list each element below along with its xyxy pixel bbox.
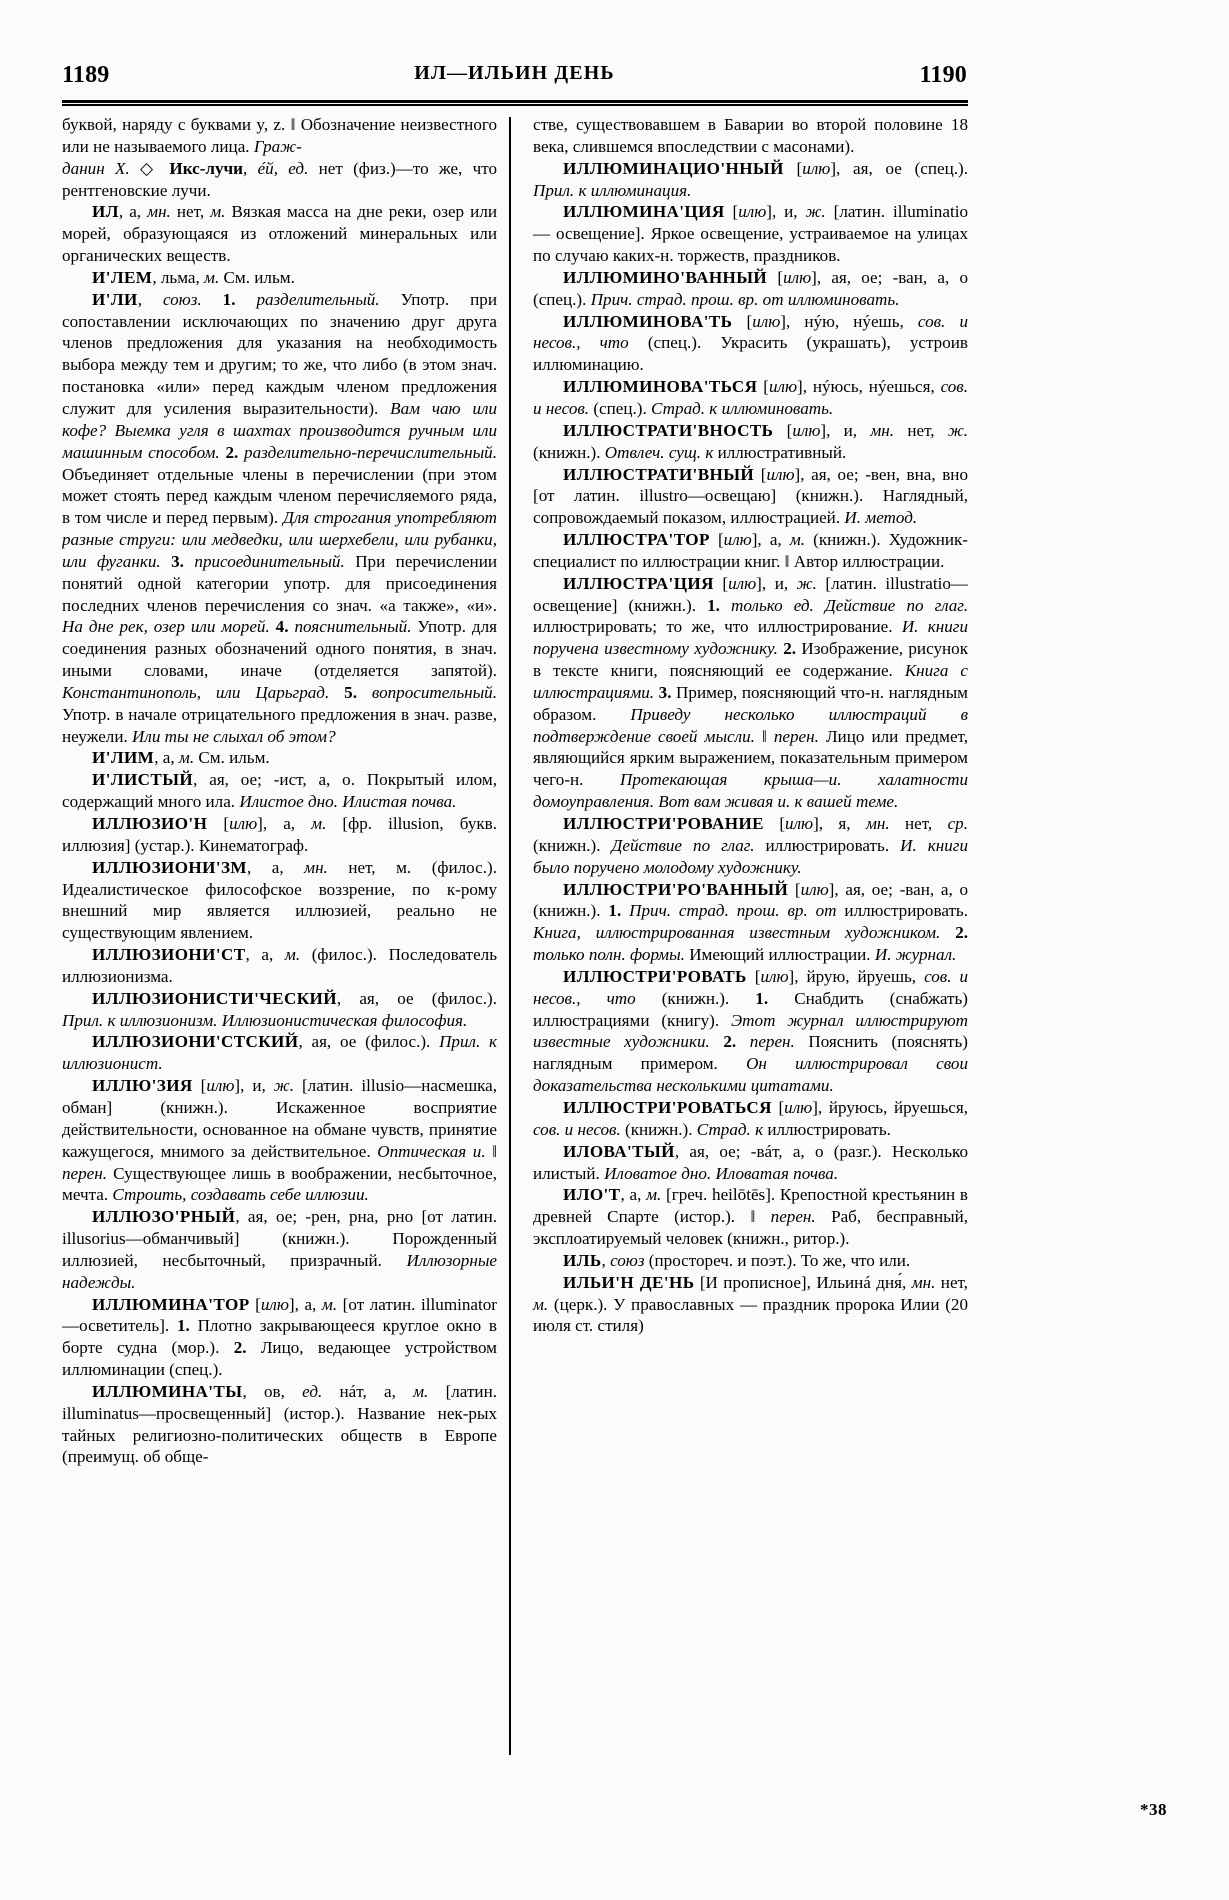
entry-definition: , ая, ое (филос.). Прил. к иллюзионизм. Иллюзионистическая философия. — [62, 988, 497, 1030]
dictionary-entry — [62, 988, 497, 1032]
entry-headword: ИЛЛЮСТРИ'РО'ВАННЫЙ — [563, 879, 789, 899]
column-left — [62, 114, 509, 1764]
entry-definition: , союз (простореч. и поэт.). То же, что или. — [601, 1250, 911, 1270]
entry-definition: [И прописное], Ильинá дня́, мн. нет, м. (церк.). У православных — праздник пророка Илии (20 июля ст. стиля) — [533, 1272, 968, 1336]
entry-definition: [илю], йрую, йруешь, сов. и несов., что (книжн.). 1. Снабдить (снабжать) иллюстрациями (книгу). Этот журнал иллюстрируют известные художники. 2. перен. Пояснить (пояснять) наглядным примером. Он иллюстрировал свои доказательства несколькими цитатами. — [533, 966, 968, 1096]
entry-definition: [илю], ая, ое; -вен, вна, вно [от латин. illustro—освещаю] (книжн.). Наглядный, сопровождаемый показом, иллюстрацией. И. метод. — [533, 464, 968, 528]
dictionary-entry — [533, 267, 968, 311]
entry-headword: И'ЛИ — [92, 289, 138, 309]
column-right — [511, 114, 968, 1764]
entry-definition: [илю], йруюсь, йруешься, сов. и несов. (книжн.). Страд. к иллюстрировать. — [533, 1097, 968, 1139]
dictionary-entry — [533, 420, 968, 464]
entry-definition: , ов, ед. нáт, а, м. [латин. illuminatus—просвещенный] (истор.). Название нек-рых тайных религиозно-политических обществ в Европе (преимущ. об обще- — [62, 1381, 497, 1467]
dictionary-entry — [533, 464, 968, 530]
entry-headword: ИЛЛЮМИНА'ЦИЯ — [563, 202, 725, 222]
entry-headword: ИЛ — [92, 202, 119, 222]
entry-headword: ИЛЛЮМИНОВА'ТЬ — [563, 311, 733, 331]
entry-headword: ИЛЛЮ'ЗИЯ — [92, 1076, 193, 1096]
entry-definition: [илю], и, ж. [латин. illustratio—освещение] (книжн.). 1. только ед. Действие по глаг. иллюстрировать; то же, что иллюстрирование. И. книги поручена известному художнику. 2. Изображение, рисунок в тексте книги, поясняющий ее содержание. Книга с иллюстрациями. 3. Пример, поясняющий что-н. наглядным образом. Приведу несколько иллюстраций в подтверждение своей мысли. ‖ перен. Лицо или предмет, являющийся ярким выражением, показательным примером чего-н. Протекающая крыша—и. халатности домоуправления. Вот вам живая и. к вашей теме. — [533, 573, 968, 812]
dictionary-entry — [533, 158, 968, 202]
entry-definition: , а, мн. нет, м. (филос.). Идеалистическое философское воззрение, по к-рому внешний мир является иллюзией, реально не существующим явлением. — [62, 857, 497, 943]
header-rule — [62, 100, 968, 106]
dictionary-entry — [533, 311, 968, 377]
dictionary-entry — [62, 1381, 497, 1468]
entry-headword: ИЛЛЮМИНО'ВАННЫЙ — [563, 267, 768, 287]
dictionary-entry — [533, 1272, 968, 1338]
dictionary-entry — [533, 1184, 968, 1250]
entry-headword: ИЛО'Т — [563, 1185, 621, 1205]
dictionary-entry — [533, 1097, 968, 1141]
dictionary-entry — [533, 966, 968, 1097]
text-columns — [62, 114, 968, 1764]
entry-definition: [илю], а, м. [фр. illusion, букв. иллюзия] (устар.). Кинематограф. — [62, 814, 498, 855]
dictionary-entry — [62, 813, 497, 857]
dictionary-entry — [62, 944, 497, 988]
page-title: ИЛ—ИЛЬИН ДЕНЬ — [414, 62, 615, 84]
entry-headword: ИЛЛЮЗИОНИ'СТ — [92, 945, 246, 965]
dictionary-entry — [62, 747, 497, 769]
entry-headword: ИЛЛЮМИНА'ТЫ — [92, 1381, 243, 1401]
dictionary-entry — [62, 1294, 497, 1381]
dictionary-entry — [533, 376, 968, 420]
entry-headword: ИЛЛЮЗИОНИСТИ'ЧЕСКИЙ — [92, 988, 337, 1008]
entry-headword: ИЛЛЮМИНОВА'ТЬСЯ — [563, 377, 758, 397]
entry-definition: , ая, ое; -рен, рна, рно [от латин. illusorius—обманчивый] (книжн.). Порожденный иллюзией, несбыточный, призрачный. Иллюзорные надежды. — [62, 1207, 497, 1292]
dictionary-entry — [533, 201, 968, 267]
entry-headword: ИЛЛЮМИНАЦИО'ННЫЙ — [563, 158, 784, 178]
entry-headword: ИЛЛЮЗИОНИ'СТСКИЙ — [92, 1032, 299, 1052]
entry-definition: [илю], ая, ое (спец.). Прил. к иллюминация. — [533, 158, 968, 200]
entry-definition: [илю], а, м. [от латин. illuminator—осветитель]. 1. Плотно закрывающееся круглое окно в борте судна (мор.). 2. Лицо, ведающее устройством иллюминации (спец.). — [62, 1294, 498, 1380]
dictionary-entry — [62, 1031, 497, 1075]
entry-definition: , а, м. (филос.). Последователь иллюзионизма. — [62, 945, 497, 986]
continuation-paragraph: буквой, наряду с буквами y, z. ‖ Обозначение неизвестного или не называемого лица. Граж- данин X. ◇ Икс-лучи, éй, ед. нет (физ.)—то же, что рентгеновские лучи. — [62, 115, 497, 200]
entry-definition: , а, мн. нет, м. Вязкая масса на дне реки, озер или морей, образующаяся из отложений минеральных или органических веществ. — [62, 202, 498, 266]
entry-definition: , ая, ое; -вáт, а, о (разг.). Несколько илистый. Иловатое дно. Иловатая почва. — [533, 1141, 968, 1183]
dictionary-entry — [62, 267, 497, 289]
entry-definition: [илю], я, мн. нет, ср. (книжн.). Действие по глаг. иллюстрировать. И. книги было поручено молодому художнику. — [533, 814, 968, 877]
entry-headword: ИЛЬ — [563, 1250, 602, 1270]
entry-definition: , льма, м. См. ильм. — [152, 267, 295, 287]
dictionary-entry — [533, 879, 968, 966]
dictionary-entry — [533, 573, 968, 813]
continuation-paragraph: стве, существовавшем в Баварии во второй половине 18 века, слившемся впоследствии с масонами). — [533, 115, 968, 156]
entry-headword: ИЛЛЮЗИО'Н — [92, 814, 208, 833]
entry-headword: ИЛЛЮСТРАТИ'ВНЫЙ — [563, 464, 755, 484]
entry-definition: , ая, ое; -ист, а, о. Покрытый илом, содержащий много ила. Илистое дно. Илистая почва. — [62, 770, 497, 812]
entry-headword: ИЛЛЮСТРИ'РОВАНИЕ — [563, 814, 764, 833]
dictionary-entry — [62, 201, 497, 267]
entry-definition: [илю], и, ж. [латин. illuminatio — освещение]. Яркое освещение, устраиваемое на улицах по случаю каких-н. торжеств, праздников. — [533, 202, 968, 266]
dictionary-entry — [62, 857, 497, 944]
entry-definition: , а, м. См. ильм. — [154, 748, 270, 768]
dictionary-entry — [62, 1206, 497, 1293]
entry-definition: [илю], ая, ое; -ван, а, о (спец.). Прич. страд. прош. вр. от иллюминовать. — [533, 267, 968, 309]
entry-headword: ИЛОВА'ТЫЙ — [563, 1141, 675, 1161]
entry-headword: ИЛЛЮСТРИ'РОВАТЬ — [563, 966, 747, 986]
folio-right: 1190 — [919, 62, 967, 88]
dictionary-entry — [533, 1141, 968, 1185]
entry-definition: , ая, ое (филос.). Прил. к иллюзионист. — [62, 1032, 497, 1074]
entry-definition: [илю], нýю, нýешь, сов. и несов., что (спец.). Украсить (украшать), устроив иллюминацию. — [533, 311, 968, 375]
entry-definition: [илю], ая, ое; -ван, а, о (книжн.). 1. Прич. страд. прош. вр. от иллюстрировать. Книга, иллюстрированная известным художником. 2. только полн. формы. Имеющий иллюстрации. И. журнал. — [533, 879, 968, 965]
folio-left: 1189 — [62, 62, 110, 88]
entry-definition: [илю], и, мн. нет, ж. (книжн.). Отвлеч. сущ. к иллюстративный. — [533, 420, 968, 462]
entry-definition: [илю], и, ж. [латин. illusio—насмешка, обман] (книжн.). Искаженное восприятие действительности, основанное на обмане чувств, принятие кажущегося, мнимого за действительное. Оптическая и. ‖ перен. Существующее лишь в воображении, несбыточное, мечта. Строить, создавать себе иллюзии. — [62, 1076, 498, 1205]
entry-headword: И'ЛИМ — [92, 748, 155, 768]
dictionary-entry — [533, 529, 968, 573]
dictionary-entry — [533, 813, 968, 879]
entry-headword: ИЛЛЮСТРА'ТОР — [563, 530, 710, 550]
entry-headword: ИЛЛЮМИНА'ТОР — [92, 1294, 250, 1314]
entry-definition: [илю], нýюсь, нýешься, сов. и несов. (спец.). Страд. к иллюминовать. — [533, 377, 968, 418]
entry-headword: И'ЛИСТЫЙ — [92, 770, 194, 790]
dictionary-entry — [62, 1075, 497, 1206]
entry-headword: ИЛЛЮСТРИ'РОВАТЬСЯ — [563, 1097, 772, 1117]
entry-headword: ИЛЛЮЗИОНИ'ЗМ — [92, 857, 247, 877]
signature-mark: *38 — [1140, 1800, 1167, 1819]
entry-definition: [илю], а, м. (книжн.). Художник-специалист по иллюстрации книг. ‖ Автор иллюстрации. — [533, 530, 968, 571]
entry-definition: , союз. 1. разделительный. Употр. при сопоставлении исключающих по значению друг друга членов предложения для указания на необходимость выбора между тем и другим; то же, что либо (в этом знач. постановка «или» перед каждым членом предложения служит для усиления выразительности). Вам чаю или кофе? Выемка угля в шахтах производится ручным или машинным способом. 2. разделительно-перечислительный. Объединяет отдельные члены в перечислении (при этом может стоять перед каждым членом перечисляемого ряда, в том числе и перед первым). Для строгания употребляют разные струги: или медведки, или шерхебели, или рубанки, или фуганки. 3. присоединительный. При перечислении понятий одной категории употр. для присоединения последних членов перечисления со знач. «а также», «и». На дне рек, озер или морей. 4. пояснительный. Употр. для соединения разных обозначений одного понятия, в знач. иными словами, иначе (отделяется запятой). Константинополь, или Царьград. 5. вопросительный. Употр. в начале отрицательного предложения в знач. разве, неужели. Или ты не слыхал об этом? — [62, 289, 498, 746]
entry-definition: , а, м. [греч. heilōtēs]. Крепостной крестьянин в древней Спарте (истор.). ‖ перен. Раб, бесправный, эксплоатируемый человек (книжн., ритор.). — [533, 1185, 968, 1249]
dictionary-entry — [62, 289, 497, 748]
entry-headword: ИЛЛЮЗО'РНЫЙ — [92, 1207, 236, 1227]
entry-headword: ИЛЛЮСТРАТИ'ВНОСТЬ — [563, 420, 774, 440]
running-head — [62, 62, 967, 96]
entry-headword: И'ЛЕМ — [92, 267, 153, 287]
entry-headword: ИЛЛЮСТРА'ЦИЯ — [563, 573, 714, 593]
dictionary-entry — [533, 1250, 968, 1272]
dictionary-entry — [62, 769, 497, 813]
entry-headword: ИЛЬИ'Н ДЕ'НЬ — [563, 1272, 695, 1292]
